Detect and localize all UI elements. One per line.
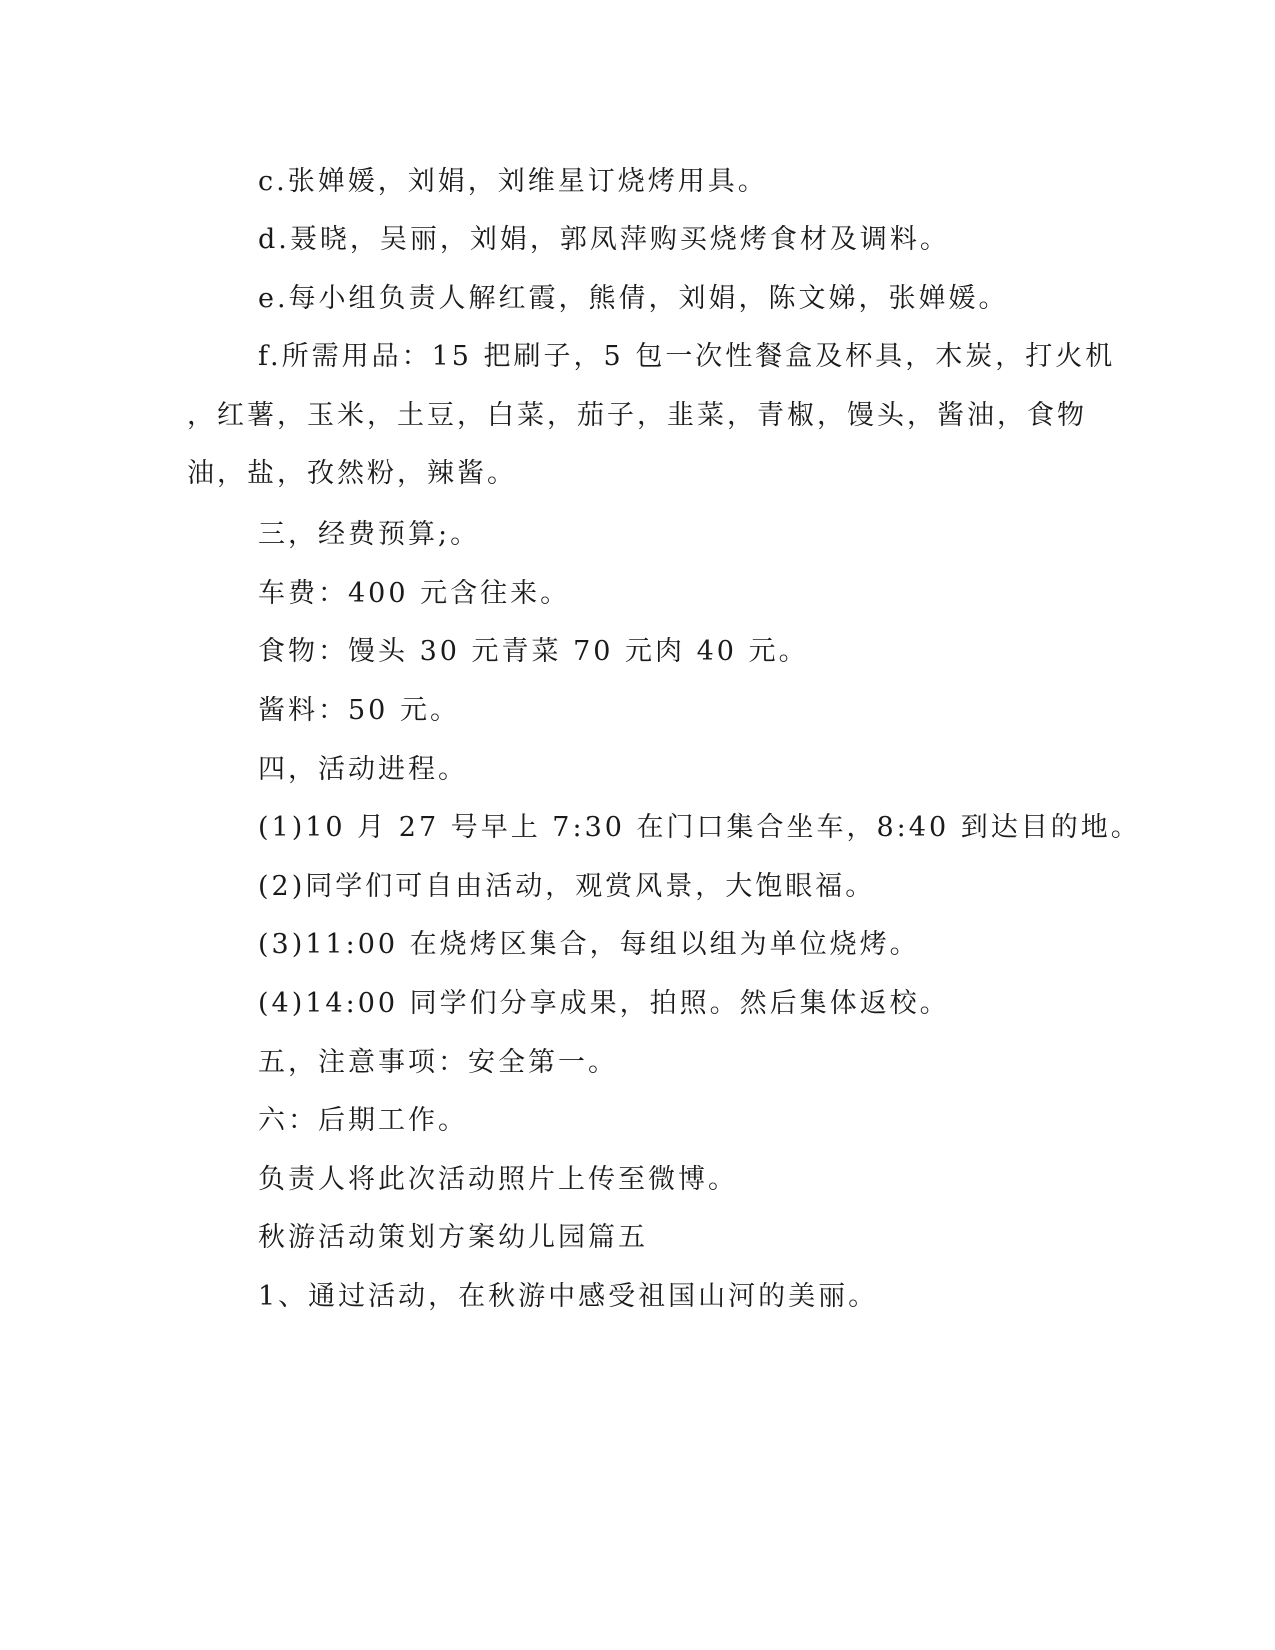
text-line-sauce-cost: 酱料：50 元。 <box>258 695 460 726</box>
text-line-food-cost: 食物：馒头 30 元青菜 70 元肉 40 元。 <box>258 636 809 667</box>
text-line-c: c.张婵媛，刘娟，刘维星订烧烤用具。 <box>258 166 768 197</box>
text-line-f-cont-2: 油，盐，孜然粉，辣酱。 <box>187 458 517 489</box>
text-line-goal-1: 1、通过活动，在秋游中感受祖国山河的美丽。 <box>258 1281 879 1312</box>
section-heading-followup: 六：后期工作。 <box>258 1105 468 1136</box>
text-line-e: e.每小组负责人解红霞，熊倩，刘娟，陈文娣，张婵媛。 <box>258 283 1009 314</box>
section-heading-schedule: 四，活动进程。 <box>258 754 468 785</box>
text-line-f-cont-1: ，红薯，玉米，土豆，白菜，茄子，韭菜，青椒，馒头，酱油，食物 <box>187 400 1087 431</box>
schedule-item-1: (1)10 月 27 号早上 7:30 在门口集合坐车，8:40 到达目的地。 <box>258 812 1141 843</box>
text-line-f: f.所需用品：15 把刷子，5 包一次性餐盒及杯具，木炭，打火机 <box>258 341 1116 372</box>
text-line-d: d.聂晓，吴丽，刘娟，郭凤萍购买烧烤食材及调料。 <box>258 224 950 255</box>
text-line-transport-cost: 车费：400 元含往来。 <box>258 578 571 609</box>
section-heading-notes: 五，注意事项：安全第一。 <box>258 1047 618 1078</box>
schedule-item-4: (4)14:00 同学们分享成果，拍照。然后集体返校。 <box>258 988 950 1019</box>
section-heading-budget: 三，经费预算;。 <box>258 519 481 550</box>
schedule-item-3: (3)11:00 在烧烤区集合，每组以组为单位烧烤。 <box>258 929 920 960</box>
schedule-item-2: (2)同学们可自由活动，观赏风景，大饱眼福。 <box>258 871 876 902</box>
text-line-followup: 负责人将此次活动照片上传至微博。 <box>258 1164 738 1195</box>
article-title: 秋游活动策划方案幼儿园篇五 <box>258 1222 648 1253</box>
